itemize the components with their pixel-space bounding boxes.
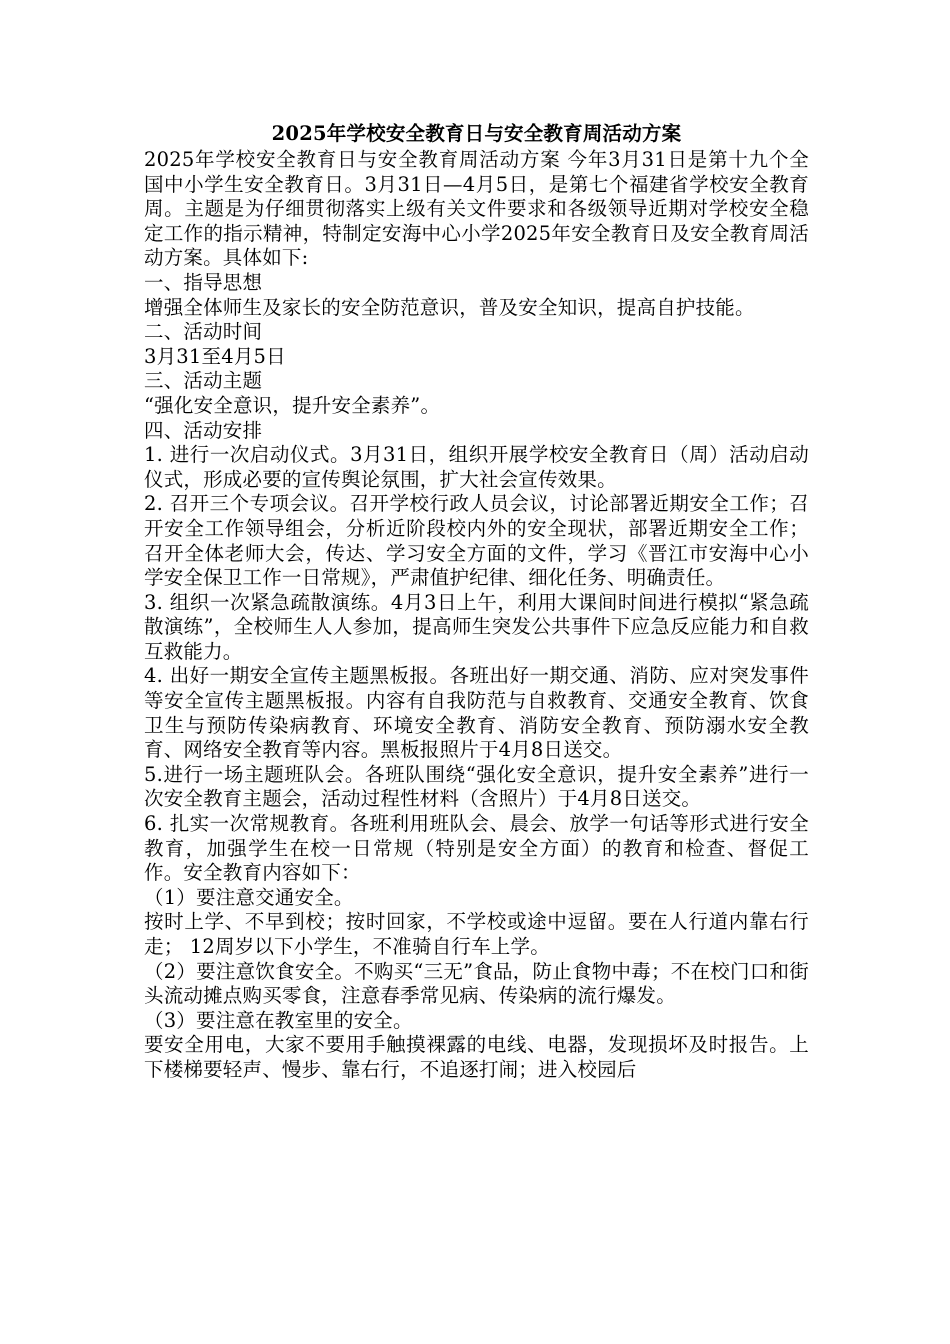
intro-paragraph: 2025年学校安全教育日与安全教育周活动方案 今年3月31日是第十九个全国中小学生安全教育日。3月31日—4月5日，是第七个福建省学校安全教育周。主题是为仔细贯彻落实上级有关文件要求和各级领导近期对学校安全稳定工作的指示精神，特制定安海中心小学2025年安全教育日及安全教育周活动方案。具体如下:	[144, 148, 809, 270]
list-item-blackboard-newspaper: 4. 出好一期安全宣传主题黑板报。各班出好一期交通、消防、应对突发事件等安全宣传主题黑板报。内容有自我防范与自救教育、交通安全教育、饮食卫生与预防传染病教育、环境安全教育、消防安全教育、预防溺水安全教育、网络安全教育等内容。黑板报照片于4月8日送交。	[144, 664, 809, 762]
section-heading-guiding-ideology: 一、指导思想	[144, 270, 263, 294]
paragraph-classroom-safety: 要安全用电，大家不要用手触摸裸露的电线、电器，发现损坏及时报告。上下楼梯要轻声、慢步、靠右行，不追逐打闹；进入校园后	[144, 1033, 809, 1081]
sub-item-food-safety: （2）要注意饮食安全。不购买“三无”食品，防止食物中毒；不在校门口和街头流动摊点购买零食，注意春季常见病、传染病的流行爆发。	[144, 959, 809, 1008]
paragraph-activity-time: 3月31至4月5日	[144, 344, 286, 368]
list-item-class-meeting: 5.进行一场主题班队会。各班队围绕“强化安全意识，提升安全素养”进行一次安全教育主题会，活动过程性材料（含照片）于4月8日送交。	[144, 762, 809, 811]
section-heading-activity-time: 二、活动时间	[144, 320, 263, 344]
section-heading-activity-theme: 三、活动主题	[144, 369, 263, 393]
section-heading-activity-arrangement: 四、活动安排	[144, 418, 263, 442]
paragraph-traffic-safety: 按时上学、不早到校；按时回家，不学校或途中逗留。要在人行道内靠右行走； 12周岁以下小学生，不准骑自行车上学。	[144, 910, 809, 958]
list-item-special-meetings: 2. 召开三个专项会议。召开学校行政人员会议，讨论部署近期安全工作；召开安全工作领导组会，分析近阶段校内外的安全现状，部署近期安全工作；召开全体老师大会，传达、学习安全方面的文件，学习《晋江市安海中心小学安全保卫工作一日常规》，严肃值护纪律、细化任务、明确责任。	[144, 492, 809, 590]
document-title: 2025年学校安全教育日与安全教育周活动方案	[271, 122, 682, 145]
list-item-kickoff-ceremony: 1. 进行一次启动仪式。3月31日，组织开展学校安全教育日（周）活动启动仪式，形成必要的宣传舆论氛围，扩大社会宣传效果。	[144, 443, 809, 491]
paragraph-guiding-ideology: 增强全体师生及家长的安全防范意识，普及安全知识，提高自护技能。	[144, 295, 755, 319]
sub-item-traffic-safety: （1）要注意交通安全。	[144, 885, 354, 909]
document-body	[144, 120, 809, 1083]
sub-item-classroom-safety: （3）要注意在教室里的安全。	[144, 1008, 413, 1032]
list-item-routine-education: 6. 扎实一次常规教育。各班利用班队会、晨会、放学一句话等形式进行安全教育，加强学生在校一日常规（特别是安全方面）的教育和检查、督促工作。安全教育内容如下：	[144, 812, 809, 885]
list-item-evacuation-drill: 3. 组织一次紧急疏散演练。4月3日上午，利用大课间时间进行模拟“紧急疏散演练”，全校师生人人参加，提高师生突发公共事件下应急反应能力和自救互救能力。	[144, 590, 809, 663]
paragraph-activity-theme: “强化安全意识，提升安全素养”。	[144, 393, 441, 417]
